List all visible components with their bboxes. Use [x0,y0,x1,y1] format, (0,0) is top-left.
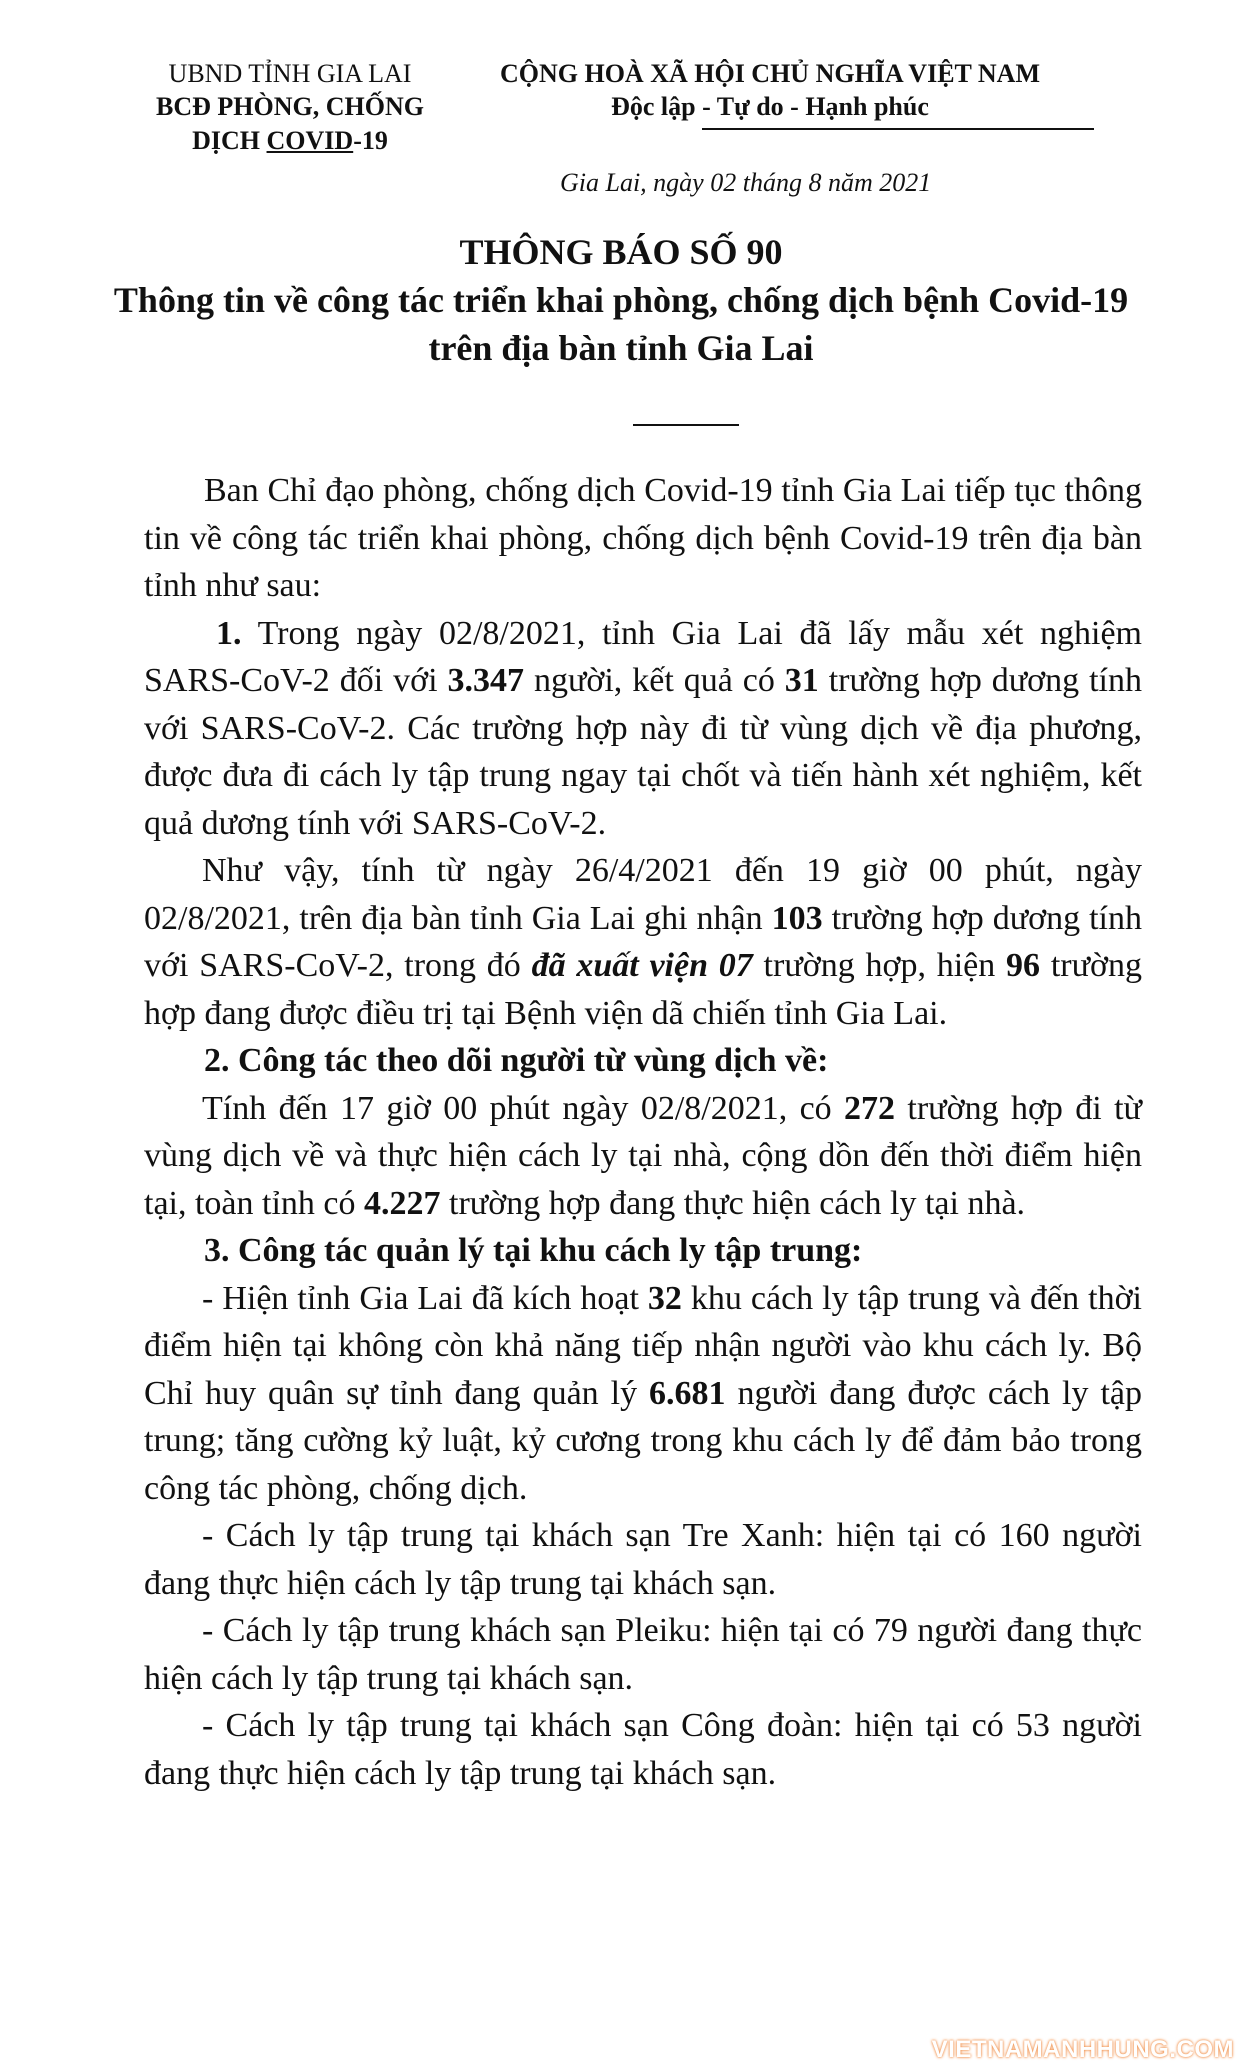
section-3-paragraph-4: - Cách ly tập trung tại khách sạn Công đoàn: hiện tại có 53 người đang thực hiện cách ly tập trung tại khách sạn. [144,1707,1142,1792]
title-underline [633,424,739,426]
section-2-paragraph: Tính đến 17 giờ 00 phút ngày 02/8/2021, có 272 trường hợp đi từ vùng dịch về và thực hiện cách ly tại nhà, cộng dồn đến thời điểm hiện tại, toàn tỉnh có 4.227 trường hợp đang thực hiện cách ly tại nhà. [144,1089,1142,1222]
issuer-header [120,58,460,158]
notice-number: THÔNG BÁO SỐ 90 [459,232,783,272]
notice-location: trên địa bàn tỉnh Gia Lai [428,328,814,368]
section-3-paragraph-2: - Cách ly tập trung tại khách sạn Tre Xanh: hiện tại có 160 người đang thực hiện cách ly tập trung tại khách sạn. [144,1517,1142,1602]
section-1-paragraph-2: Như vậy, tính từ ngày 26/4/2021 đến 19 giờ 00 phút, ngày 02/8/2021, trên địa bàn tỉnh Gia Lai ghi nhận 103 trường hợp dương tính với SARS-CoV-2, trong đó đã xuất viện 07 trường hợp, hiện 96 trường hợp đang được điều trị tại Bệnh viện dã chiến tỉnh Gia Lai. [144,852,1142,1032]
section-3-paragraph-1: - Hiện tỉnh Gia Lai đã kích hoạt 32 khu cách ly tập trung và đến thời điểm hiện tại không còn khả năng tiếp nhận người vào khu cách ly. Bộ Chỉ huy quân sự tỉnh đang quản lý 6.681 người đang được cách ly tập trung; tăng cường kỷ luật, kỷ cương trong khu cách ly để đảm bảo trong công tác phòng, chống dịch. [144,1279,1142,1507]
motto-underline [702,128,1094,130]
issuer-line-2: BCĐ PHÒNG, CHỐNG [156,92,424,121]
document-title [100,228,1142,372]
section-1-paragraph-1: 1. Trong ngày 02/8/2021, tỉnh Gia Lai đã lấy mẫu xét nghiệm SARS-CoV-2 đối với 3.347 người, kết quả có 31 trường hợp dương tính với SARS-CoV-2. Các trường hợp này đi từ vùng dịch về địa phương, được đưa đi cách ly tập trung ngay tại chốt và tiến hành xét nghiệm, kết quả dương tính với SARS-CoV-2. [144,614,1142,842]
issuer-line-3: DỊCH COVID-19 [192,126,388,155]
section-3-heading: 3. Công tác quản lý tại khu cách ly tập trung: [204,1232,863,1269]
site-watermark: VIETNAMANHHUNG.COM [931,2036,1234,2063]
section-2-heading: 2. Công tác theo dõi người từ vùng dịch về: [204,1042,829,1079]
intro-paragraph: Ban Chỉ đạo phòng, chống dịch Covid-19 tỉnh Gia Lai tiếp tục thông tin về công tác triển khai phòng, chống dịch bệnh Covid-19 trên địa bàn tỉnh như sau: [144,472,1142,604]
document-body [144,467,1142,1800]
notice-subject: Thông tin về công tác triển khai phòng, chống dịch bệnh Covid-19 [113,280,1129,320]
national-motto: Độc lập - Tự do - Hạnh phúc [611,92,929,121]
national-header [450,58,1090,124]
document-date: Gia Lai, ngày 02 tháng 8 năm 2021 [560,168,932,197]
section-3-paragraph-3: - Cách ly tập trung khách sạn Pleiku: hiện tại có 79 người đang thực hiện cách ly tập trung tại khách sạn. [144,1612,1142,1697]
national-title: CỘNG HOÀ XÃ HỘI CHỦ NGHĨA VIỆT NAM [499,59,1041,88]
issuer-line-1: UBND TỈNH GIA LAI [168,59,412,88]
